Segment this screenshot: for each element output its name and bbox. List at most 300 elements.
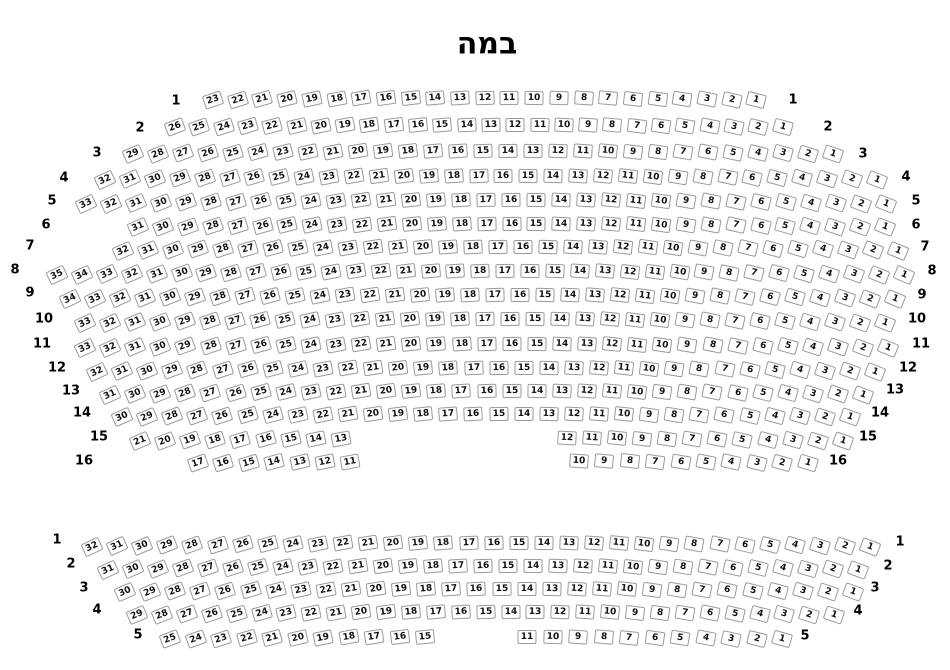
seat[interactable]: 11 (592, 582, 612, 598)
seat[interactable]: 24 (300, 336, 322, 354)
seat[interactable]: 12 (610, 288, 630, 304)
seat[interactable]: 26 (250, 192, 272, 211)
seat[interactable]: 31 (118, 169, 141, 189)
seat[interactable]: 18 (426, 383, 446, 399)
seat[interactable]: 28 (220, 263, 242, 282)
seat[interactable]: 23 (297, 558, 319, 576)
seat[interactable]: 29 (139, 582, 162, 602)
seat[interactable]: 16 (502, 217, 521, 231)
seat[interactable]: 24 (212, 117, 234, 136)
seat[interactable]: 15 (502, 384, 521, 398)
seat[interactable]: 17 (229, 430, 251, 449)
seat[interactable]: 11 (635, 287, 656, 303)
seat[interactable]: 3 (746, 453, 768, 471)
seat[interactable]: 2 (822, 559, 844, 578)
seat[interactable]: 9 (625, 604, 646, 620)
seat[interactable]: 4 (695, 630, 716, 647)
seat[interactable]: 3 (720, 630, 742, 648)
seat[interactable]: 18 (413, 406, 433, 422)
seat[interactable]: 25 (275, 192, 297, 210)
seat[interactable]: 8 (699, 312, 720, 329)
seat[interactable]: 8 (593, 630, 613, 646)
seat[interactable]: 20 (388, 360, 409, 376)
seat[interactable]: 19 (445, 263, 465, 278)
seat[interactable]: 9 (687, 239, 708, 256)
seat[interactable]: 21 (385, 287, 406, 303)
seat[interactable]: 28 (199, 311, 221, 330)
seat[interactable]: 28 (200, 192, 222, 211)
seat[interactable]: 14 (523, 559, 542, 573)
seat[interactable]: 4 (800, 193, 822, 212)
seat[interactable]: 1 (874, 313, 897, 333)
seat[interactable]: 23 (272, 143, 294, 161)
seat[interactable]: 7 (725, 193, 747, 211)
seat[interactable]: 9 (594, 453, 614, 469)
seat[interactable]: 4 (757, 431, 779, 449)
seat[interactable]: 18 (204, 430, 226, 449)
seat[interactable]: 31 (124, 312, 147, 332)
seat[interactable]: 4 (777, 384, 799, 403)
seat[interactable]: 19 (413, 360, 433, 376)
seat[interactable]: 16 (473, 559, 493, 574)
seat[interactable]: 5 (774, 217, 796, 236)
seat[interactable]: 22 (343, 168, 364, 185)
seat[interactable]: 18 (452, 216, 472, 231)
seat[interactable]: 15 (535, 288, 554, 302)
seat[interactable]: 10 (524, 91, 543, 105)
seat[interactable]: 2 (721, 91, 743, 109)
seat[interactable]: 10 (617, 581, 637, 597)
seat[interactable]: 18 (359, 117, 380, 134)
seat[interactable]: 7 (727, 337, 749, 355)
seat[interactable]: 27 (224, 336, 246, 355)
seat[interactable]: 4 (818, 264, 840, 283)
seat[interactable]: 21 (340, 581, 361, 598)
seat[interactable]: 27 (224, 311, 246, 330)
seat[interactable]: 13 (595, 264, 615, 280)
seat[interactable]: 3 (834, 289, 857, 309)
seat[interactable]: 4 (799, 312, 821, 331)
seat[interactable]: 2 (746, 630, 768, 648)
seat[interactable]: 14 (552, 217, 572, 232)
seat[interactable]: 3 (782, 431, 804, 450)
seat[interactable]: 29 (174, 311, 197, 331)
seat[interactable]: 11 (627, 336, 648, 352)
seat[interactable]: 14 (543, 169, 562, 184)
seat[interactable]: 7 (702, 384, 723, 402)
seat[interactable]: 17 (485, 288, 504, 302)
seat[interactable]: 28 (201, 217, 223, 236)
seat[interactable]: 12 (601, 216, 621, 232)
seat[interactable]: 24 (312, 239, 333, 257)
seat[interactable]: 8 (709, 288, 730, 306)
seat[interactable]: 25 (268, 168, 290, 186)
seat[interactable]: 27 (211, 360, 233, 379)
seat[interactable]: 27 (237, 239, 259, 258)
seat[interactable]: 8 (700, 193, 721, 211)
seat[interactable]: 14 (305, 430, 327, 448)
seat[interactable]: 21 (286, 117, 308, 135)
seat[interactable]: 2 (839, 361, 862, 381)
seat[interactable]: 10 (614, 406, 634, 422)
seat[interactable]: 17 (351, 90, 372, 107)
seat[interactable]: 19 (435, 287, 455, 302)
seat[interactable]: 16 (494, 169, 513, 183)
seat[interactable]: 2 (814, 407, 836, 426)
seat[interactable]: 29 (149, 384, 172, 404)
seat[interactable]: 18 (451, 192, 471, 207)
seat[interactable]: 12 (601, 193, 621, 209)
seat[interactable]: 10 (634, 535, 655, 551)
seat[interactable]: 1 (852, 385, 875, 405)
seat[interactable]: 26 (214, 581, 236, 600)
seat[interactable]: 1 (887, 241, 910, 261)
seat[interactable]: 6 (714, 407, 736, 425)
seat[interactable]: 10 (642, 168, 663, 185)
seat[interactable]: 21 (375, 311, 396, 328)
seat[interactable]: 31 (125, 193, 148, 213)
seat[interactable]: 24 (265, 581, 287, 599)
seat[interactable]: 8 (664, 406, 685, 423)
seat[interactable]: 13 (539, 407, 558, 422)
seat[interactable]: 27 (234, 287, 256, 306)
seat[interactable]: 17 (448, 558, 468, 573)
seat[interactable]: 11 (609, 536, 629, 552)
seat[interactable]: 6 (734, 536, 756, 554)
seat[interactable]: 10 (607, 430, 627, 446)
seat[interactable]: 25 (257, 535, 279, 553)
seat[interactable]: 2 (771, 454, 793, 473)
seat[interactable]: 23 (312, 360, 333, 378)
seat[interactable]: 3 (824, 312, 847, 331)
seat[interactable]: 24 (250, 604, 272, 623)
seat[interactable]: 5 (695, 453, 716, 470)
seat[interactable]: 7 (734, 288, 756, 306)
seat[interactable]: 30 (136, 361, 159, 381)
seat[interactable]: 32 (111, 241, 134, 261)
seat[interactable]: 16 (376, 90, 397, 107)
seat[interactable]: 14 (539, 361, 558, 376)
seat[interactable]: 28 (199, 336, 221, 355)
seat[interactable]: 20 (394, 168, 415, 184)
seat[interactable]: 7 (692, 581, 713, 598)
seat[interactable]: 27 (218, 168, 240, 187)
seat[interactable]: 25 (236, 406, 258, 425)
seat[interactable]: 9 (674, 311, 695, 328)
seat[interactable]: 3 (814, 361, 836, 380)
seat[interactable]: 1 (745, 91, 767, 109)
seat[interactable]: 23 (337, 239, 358, 256)
seat[interactable]: 21 (376, 192, 397, 209)
seat[interactable]: 5 (759, 536, 781, 554)
seat[interactable]: 8 (677, 383, 698, 400)
seat[interactable]: 23 (202, 90, 224, 109)
seat[interactable]: 26 (259, 287, 281, 305)
seat[interactable]: 23 (345, 263, 366, 280)
seat[interactable]: 9 (623, 143, 644, 159)
seat[interactable]: 1 (884, 289, 907, 309)
seat[interactable]: 4 (764, 407, 786, 426)
seat[interactable]: 27 (245, 263, 267, 282)
seat[interactable]: 4 (791, 169, 813, 188)
seat[interactable]: 14 (527, 384, 546, 398)
seat[interactable]: 33 (95, 264, 118, 285)
seat[interactable]: 25 (159, 629, 182, 649)
seat[interactable]: 2 (806, 431, 828, 450)
seat[interactable]: 23 (325, 192, 346, 209)
seat[interactable]: 12 (567, 582, 587, 597)
seat[interactable]: 15 (538, 240, 557, 255)
seat[interactable]: 22 (235, 629, 257, 648)
seat[interactable]: 18 (423, 558, 443, 574)
seat[interactable]: 11 (614, 360, 634, 376)
seat[interactable]: 19 (334, 117, 355, 134)
seat[interactable]: 7 (672, 143, 693, 160)
seat[interactable]: 17 (426, 604, 446, 620)
seat[interactable]: 15 (432, 117, 452, 133)
seat[interactable]: 30 (113, 582, 136, 602)
seat[interactable]: 19 (373, 143, 394, 160)
seat[interactable]: 18 (460, 288, 480, 303)
seat[interactable]: 3 (837, 240, 860, 260)
seat[interactable]: 2 (817, 582, 839, 601)
seat[interactable]: 11 (638, 239, 659, 255)
seat[interactable]: 9 (675, 192, 696, 209)
seat[interactable]: 9 (568, 630, 588, 645)
seat[interactable]: 29 (122, 144, 145, 164)
seat[interactable]: 7 (724, 312, 746, 330)
seat[interactable]: 3 (723, 118, 745, 136)
seat[interactable]: 5 (766, 169, 788, 188)
seat[interactable]: 30 (150, 193, 173, 213)
seat[interactable]: 17 (464, 361, 484, 376)
seat[interactable]: 3 (773, 605, 795, 624)
seat[interactable]: 17 (488, 240, 507, 254)
seat[interactable]: 32 (93, 169, 116, 190)
seat[interactable]: 16 (389, 629, 410, 645)
seat[interactable]: 35 (45, 265, 68, 286)
seat[interactable]: 9 (648, 558, 669, 575)
seat[interactable]: 31 (124, 337, 147, 357)
seat[interactable]: 2 (862, 240, 885, 260)
seat[interactable]: 25 (275, 336, 297, 354)
seat[interactable]: 30 (149, 312, 172, 332)
seat[interactable]: 29 (136, 407, 159, 427)
seat[interactable]: 17 (477, 217, 496, 232)
seat[interactable]: 6 (727, 384, 749, 402)
seat[interactable]: 23 (324, 311, 345, 328)
seat[interactable]: 9 (632, 430, 653, 446)
seat[interactable]: 7 (717, 169, 739, 187)
seat[interactable]: 19 (408, 535, 428, 551)
seat[interactable]: 7 (619, 630, 639, 646)
seat[interactable]: 16 (254, 430, 276, 449)
seat[interactable]: 11 (500, 91, 519, 105)
seat[interactable]: 20 (287, 629, 309, 647)
seat[interactable]: 7 (626, 118, 647, 134)
seat[interactable]: 6 (717, 582, 739, 600)
seat[interactable]: 20 (400, 311, 420, 327)
seat[interactable]: 20 (410, 287, 430, 303)
seat[interactable]: 26 (231, 535, 253, 554)
seat[interactable]: 29 (187, 240, 210, 259)
seat[interactable]: 25 (222, 143, 244, 162)
seat[interactable]: 34 (70, 265, 93, 286)
seat[interactable]: 29 (184, 287, 207, 307)
seat[interactable]: 9 (639, 406, 660, 422)
seat[interactable]: 24 (302, 216, 324, 234)
seat[interactable]: 17 (441, 581, 461, 596)
seat[interactable]: 10 (669, 263, 690, 280)
seat[interactable]: 31 (111, 361, 134, 381)
seat[interactable]: 15 (514, 361, 533, 375)
seat[interactable]: 16 (511, 288, 530, 302)
seat[interactable]: 8 (649, 604, 670, 621)
seat[interactable]: 2 (849, 313, 872, 333)
seat[interactable]: 6 (707, 430, 728, 448)
seat[interactable]: 26 (200, 604, 222, 623)
seat[interactable]: 9 (675, 216, 696, 233)
seat[interactable]: 25 (188, 117, 211, 136)
seat[interactable]: 21 (377, 216, 398, 233)
seat[interactable]: 27 (197, 558, 219, 577)
seat[interactable]: 30 (162, 240, 185, 260)
seat[interactable]: 17 (451, 383, 471, 398)
seat[interactable]: 6 (759, 288, 781, 306)
seat[interactable]: 15 (238, 453, 260, 472)
seat[interactable]: 11 (644, 263, 665, 280)
seat[interactable]: 16 (477, 384, 496, 399)
seat[interactable]: 13 (542, 582, 561, 597)
seat[interactable]: 15 (526, 193, 545, 207)
seat[interactable]: 20 (154, 431, 177, 451)
seat[interactable]: 30 (143, 169, 166, 189)
seat[interactable]: 29 (176, 217, 199, 237)
seat[interactable]: 5 (775, 193, 797, 212)
seat[interactable]: 22 (351, 336, 372, 353)
seat[interactable]: 12 (548, 144, 568, 159)
seat[interactable]: 4 (809, 288, 831, 307)
seat[interactable]: 6 (670, 453, 691, 470)
seat[interactable]: 12 (589, 361, 609, 377)
seat[interactable]: 1 (865, 170, 888, 190)
seat[interactable]: 13 (481, 118, 500, 133)
seat[interactable]: 10 (543, 630, 562, 645)
seat[interactable]: 8 (672, 558, 693, 575)
seat[interactable]: 25 (287, 239, 309, 257)
seat[interactable]: 12 (506, 118, 525, 132)
seat[interactable]: 21 (322, 143, 343, 160)
seat[interactable]: 14 (560, 288, 580, 303)
seat[interactable]: 15 (400, 90, 420, 106)
seat[interactable]: 2 (827, 384, 850, 403)
seat[interactable]: 31 (98, 384, 121, 405)
seat[interactable]: 18 (471, 264, 491, 279)
seat[interactable]: 10 (627, 383, 648, 399)
seat[interactable]: 21 (395, 263, 416, 279)
seat[interactable]: 26 (222, 558, 244, 577)
seat[interactable]: 18 (433, 535, 453, 550)
seat[interactable]: 18 (438, 360, 458, 375)
seat[interactable]: 3 (789, 407, 811, 426)
seat[interactable]: 3 (816, 169, 838, 188)
seat[interactable]: 29 (161, 361, 184, 381)
seat[interactable]: 5 (722, 144, 744, 162)
seat[interactable]: 28 (161, 407, 184, 427)
seat[interactable]: 4 (767, 582, 789, 601)
seat[interactable]: 27 (226, 216, 248, 235)
seat[interactable]: 16 (448, 143, 468, 158)
seat[interactable]: 1 (823, 605, 846, 624)
seat[interactable]: 32 (85, 361, 108, 382)
seat[interactable]: 30 (151, 217, 174, 237)
seat[interactable]: 28 (164, 582, 187, 602)
seat[interactable]: 22 (325, 383, 346, 400)
seat[interactable]: 14 (517, 582, 536, 596)
seat[interactable]: 31 (145, 264, 168, 284)
seat[interactable]: 27 (189, 581, 212, 600)
seat[interactable]: 23 (300, 383, 322, 401)
seat[interactable]: 25 (250, 383, 272, 402)
seat[interactable]: 20 (351, 604, 372, 621)
seat[interactable]: 14 (457, 117, 477, 132)
seat[interactable]: 2 (747, 118, 769, 136)
seat[interactable]: 24 (282, 535, 304, 553)
seat[interactable]: 25 (284, 287, 306, 305)
seat[interactable]: 11 (517, 630, 536, 644)
seat[interactable]: 14 (534, 536, 553, 550)
seat[interactable]: 24 (272, 558, 294, 576)
seat[interactable]: 32 (99, 337, 122, 358)
seat[interactable]: 15 (492, 582, 511, 596)
seat[interactable]: 6 (699, 605, 720, 622)
seat[interactable]: 1 (822, 144, 844, 163)
seat[interactable]: 16 (489, 361, 508, 375)
seat[interactable]: 27 (225, 192, 247, 211)
seat[interactable]: 22 (261, 117, 283, 135)
seat[interactable]: 20 (402, 216, 422, 232)
seat[interactable]: 2 (841, 169, 864, 189)
seat[interactable]: 3 (772, 144, 794, 163)
seat[interactable]: 4 (699, 118, 720, 135)
seat[interactable]: 33 (83, 288, 106, 309)
seat[interactable]: 30 (122, 559, 145, 579)
seat[interactable]: 3 (792, 582, 814, 601)
seat[interactable]: 10 (639, 360, 660, 376)
seat[interactable]: 20 (373, 558, 394, 575)
seat[interactable]: 20 (310, 117, 331, 135)
seat[interactable]: 5 (669, 630, 690, 647)
seat[interactable]: 8 (692, 168, 713, 185)
seat[interactable]: 26 (251, 216, 273, 235)
seat[interactable]: 12 (573, 559, 593, 574)
seat[interactable]: 1 (864, 362, 887, 382)
seat[interactable]: 21 (358, 535, 379, 552)
seat[interactable]: 16 (212, 453, 234, 472)
seat[interactable]: 10 (569, 454, 589, 469)
seat[interactable]: 6 (697, 144, 718, 161)
seat[interactable]: 26 (164, 117, 187, 137)
seat[interactable]: 21 (368, 168, 389, 185)
seat[interactable]: 31 (96, 559, 119, 580)
seat[interactable]: 21 (326, 604, 347, 621)
seat[interactable]: 12 (557, 431, 577, 446)
seat[interactable]: 3 (797, 559, 819, 578)
seat[interactable]: 5 (764, 361, 786, 380)
seat[interactable]: 15 (489, 407, 508, 421)
seat[interactable]: 15 (415, 629, 435, 645)
seat[interactable]: 7 (645, 453, 666, 470)
